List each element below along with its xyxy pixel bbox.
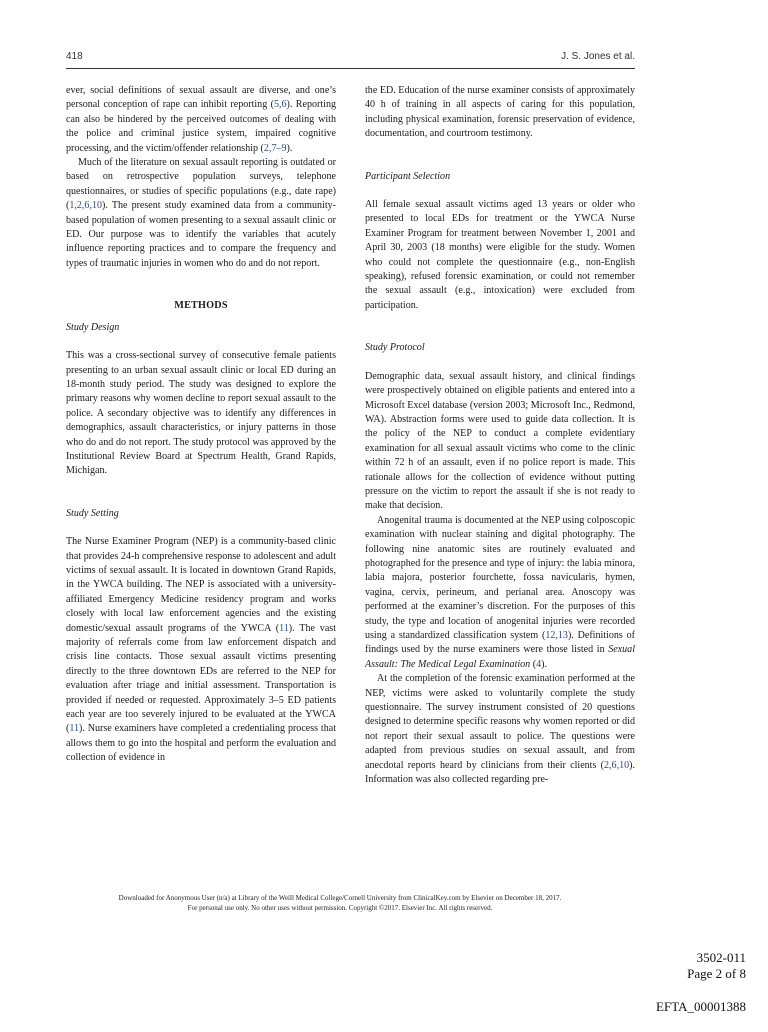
page-number: 418 bbox=[66, 51, 83, 62]
right-column bbox=[365, 84, 635, 787]
left-column bbox=[66, 84, 336, 766]
paragraph: the ED. Education of the nurse examiner consists of approximately 40 h of training in all aspects of caring for this population, including physical examination, forensic preservation of evidence, documentation, and courtroom testimony. bbox=[365, 85, 635, 140]
download-notice bbox=[40, 894, 640, 913]
citation-link[interactable]: 11 bbox=[69, 723, 80, 735]
subheading-study-protocol: Study Protocol bbox=[365, 342, 425, 354]
citation-link[interactable]: 1,2,6,10 bbox=[69, 200, 103, 212]
paragraph: This was a cross-sectional survey of consecutive female patients presenting to an urban sexual assault clinic or local ED during an 18-month study period. The study was designed to explore the primary reasons why women decline to report sexual assault to the police. A secondary objective was to identify any differences in demographics, assault characteristics, or injury patterns in those who do and do not report. The study protocol was approved by the Institutional Review Board at Spectrum Health, Grand Rapids, Michigan. bbox=[66, 350, 336, 477]
citation-link[interactable]: 2,6,10 bbox=[604, 759, 630, 771]
section-heading-methods: METHODS bbox=[174, 300, 228, 312]
paragraph: Demographic data, sexual assault history, and clinical findings were prospectively obtained on eligible patients and entered into a Microsoft Excel database (version 2003; Microsoft Inc., Redmond, WA). Abstraction forms were used to guide data collection. It is the policy of the NEP to conduct a complete evidentiary examination for all sexual assault victims who come to the clinic within 72 h of an assault, even if no police report is made. This rationale allows for the collection of evidence without putting pressure on the victim to report the assault if she is not ready to make that decision. bbox=[365, 370, 635, 512]
book-title: Sexual Assault: The Medical Legal Examination bbox=[365, 644, 635, 670]
citation-link[interactable]: 11 bbox=[279, 622, 289, 634]
subheading-study-setting: Study Setting bbox=[66, 507, 119, 519]
paragraph: At the completion of the forensic examination performed at the NEP, victims were asked to voluntarily complete the study questionnaire. The survey instrument consisted of 20 questions designed to determine specific reasons why women reported or did not report their sexual assault to police. The questions were adapted from previous studies on sexual assault, and from anecdotal reports heard by clinicians from their clients (2,6,10). Information was also collected regarding pre- bbox=[365, 673, 635, 786]
download-notice-line-2: For personal use only. No other uses without permission. Copyright ©2017. Elsevier Inc. All rights reserved. bbox=[187, 903, 493, 912]
citation-link[interactable]: 12,13 bbox=[545, 630, 568, 641]
citation-link[interactable]: 4 bbox=[536, 658, 542, 670]
doc-id-stamp: 3502-011 bbox=[696, 950, 746, 965]
header-rule bbox=[66, 68, 635, 69]
paragraph: Much of the literature on sexual assault reporting is outdated or based on retrospective population surveys, telephone questionnaires, or studies of specific populations (e.g., date rape) (1,2,6,10). The present study examined data from a community-based population of women presenting to a sexual assault clinic or ED. Our purpose was to identify the variables that acutely influence reporting practices and to compare the frequency and types of traumatic injuries in women who do and do not report. bbox=[66, 157, 336, 269]
page-label-stamp: Page 2 of 8 bbox=[687, 966, 746, 981]
paragraph: Anogenital trauma is documented at the NEP using colposcopic examination with nuclear staining and digital photography. The following nine anatomic sites are routinely evaluated and photographed for the presence and type of injury: the labia minora, labia majora, posterior fourchette, fossa navicularis, hymen, vagina, cervix, perineum, and perianal area. Anoscopy was performed at the examiner’s discretion. For the purposes of this study, the type and location of anogenital injuries were recorded using a standardized classification system (12,13). Definitions of findings used by the nurse examiners were those listed in Sexual Assault: The Medical Legal Examination (4). bbox=[365, 514, 635, 670]
paragraph: The Nurse Examiner Program (NEP) is a community-based clinic that provides 24-h comprehensive response to adolescent and adult victims of sexual assault. It is located in downtown Grand Rapids, in the YWCA building. The NEP is associated with a university-affiliated Emergency Medicine residency program and works closely with local law enforcement agencies and the existing domestic/sexual assault programs of the YWCA (11). The vast majority of referrals come from law enforcement dispatch and crisis line contacts. Those sexual assault victims presenting directly to the three downtown EDs are referred to the NEP for evaluation after triage and initial assessment. Transportation is provided if needed or requested. Approximately 3–5 ED patients each year are too severely injured to be evaluated at the YWCA (11). Nurse examiners have completed a credentialing process that allows them to go into the hospital and perform the evaluation and collection of evidence in bbox=[66, 536, 336, 764]
citation-link[interactable]: 5,6 bbox=[273, 99, 287, 111]
paragraph: ever, social definitions of sexual assault are diverse, and one’s personal conception of rape can inhibit reporting (5,6). Reporting can also be hindered by the perceived outcomes of dealing with the police and criminal justice system, impaired cognitive processing, and the victim/offender relationship (2,7–9). bbox=[66, 85, 336, 154]
efta-id-stamp: EFTA_00001388 bbox=[656, 999, 746, 1014]
download-notice-line-1: Downloaded for Anonymous User (n/a) at Library of the Weill Medical College/Cornell University from ClinicalKey.com by Elsevier on December 18, 2017. bbox=[118, 894, 562, 902]
running-title: J. S. Jones et al. bbox=[561, 51, 635, 62]
paragraph: All female sexual assault victims aged 13 years or older who presented to local EDs for treatment or the YWCA Nurse Examiner Program for treatment between November 1, 2001 and April 30, 2003 (18 months) were eligible for the study. Women who could not complete the questionnaire (e.g., non-English speaking), refused forensic examination, or could not remember the sexual assault (e.g., intoxication) were excluded from participation. bbox=[365, 199, 635, 311]
subheading-participant-selection: Participant Selection bbox=[365, 170, 451, 182]
subheading-study-design: Study Design bbox=[66, 321, 120, 333]
citation-link[interactable]: 2,7–9 bbox=[263, 142, 287, 154]
